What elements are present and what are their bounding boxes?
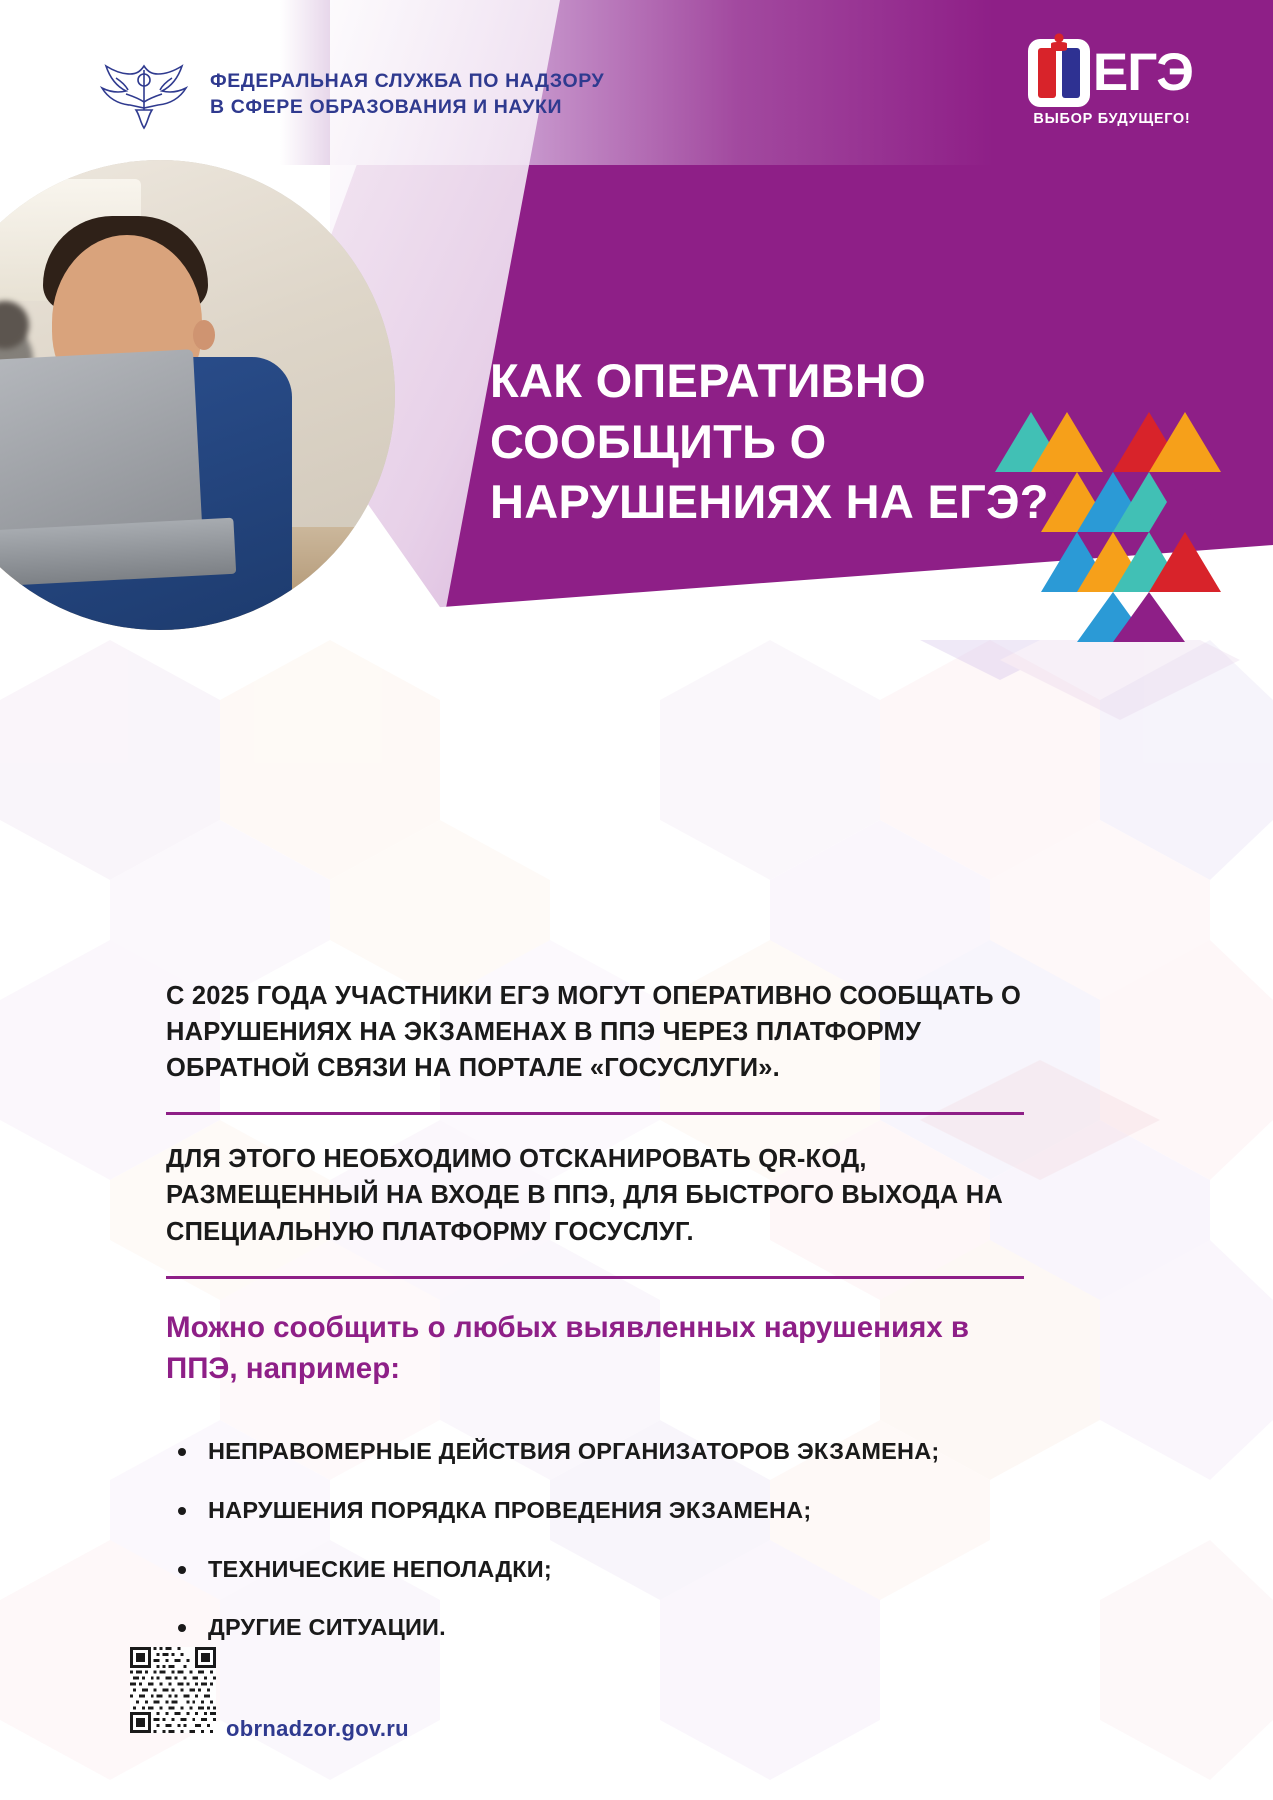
agency-name-line1: ФЕДЕРАЛЬНАЯ СЛУЖБА ПО НАДЗОРУ: [210, 69, 605, 92]
page-title: КАК ОПЕРАТИВНО СООБЩИТЬ О НАРУШЕНИЯХ НА ЕГЭ?: [490, 354, 1049, 528]
ege-logo: [1031, 42, 1193, 127]
list-item: НЕПРАВОМЕРНЫЕ ДЕЙСТВИЯ ОРГАНИЗАТОРОВ ЭКЗАМЕНА;: [166, 1436, 1026, 1468]
ege-mark: [1031, 42, 1193, 104]
ege-person-badge-icon: [1031, 42, 1087, 104]
paragraph-1: С 2025 ГОДА УЧАСТНИКИ ЕГЭ МОГУТ ОПЕРАТИВНО СООБЩАТЬ О НАРУШЕНИЯХ НА ЭКЗАМЕНАХ В ППЭ ЧЕРЕЗ ПЛАТФОРМУ ОБРАТНОЙ СВЯЗИ НА ПОРТАЛЕ «ГОСУСЛУГИ».: [166, 981, 1022, 1082]
list-item: ТЕХНИЧЕСКИЕ НЕПОЛАДКИ;: [166, 1554, 1026, 1586]
website-link[interactable]: obrnadzor.gov.ru: [226, 1716, 409, 1741]
ege-tagline: ВЫБОР БУДУЩЕГО!: [1033, 111, 1191, 127]
violations-list: [166, 1436, 1026, 1645]
section-subtitle: Можно сообщить о любых выявленных нарушениях в ППЭ, например:: [166, 1311, 970, 1385]
double-headed-eagle-crest-icon: [96, 58, 192, 130]
divider-1: [166, 1112, 1024, 1115]
rosobrnadzor-logo: [96, 58, 604, 130]
list-item: НАРУШЕНИЯ ПОРЯДКА ПРОВЕДЕНИЯ ЭКЗАМЕНА;: [166, 1495, 1026, 1527]
agency-name: [210, 68, 604, 121]
student-at-laptop-photo: [0, 160, 395, 630]
list-item: ДРУГИЕ СИТУАЦИИ.: [166, 1612, 1026, 1644]
ege-wordmark: ЕГЭ: [1092, 43, 1193, 103]
body-content: [166, 952, 1026, 1671]
footer: [130, 1647, 409, 1742]
divider-2: [166, 1276, 1024, 1279]
paragraph-2: ДЛЯ ЭТОГО НЕОБХОДИМО ОТСКАНИРОВАТЬ QR-КОД, РАЗМЕЩЕННЫЙ НА ВХОДЕ В ППЭ, ДЛЯ БЫСТРОГО ВЫХОДА НА СПЕЦИАЛЬНУЮ ПЛАТФОРМУ ГОСУСЛУГ.: [166, 1145, 1003, 1246]
agency-name-line2: В СФЕРЕ ОБРАЗОВАНИЯ И НАУКИ: [210, 96, 563, 118]
